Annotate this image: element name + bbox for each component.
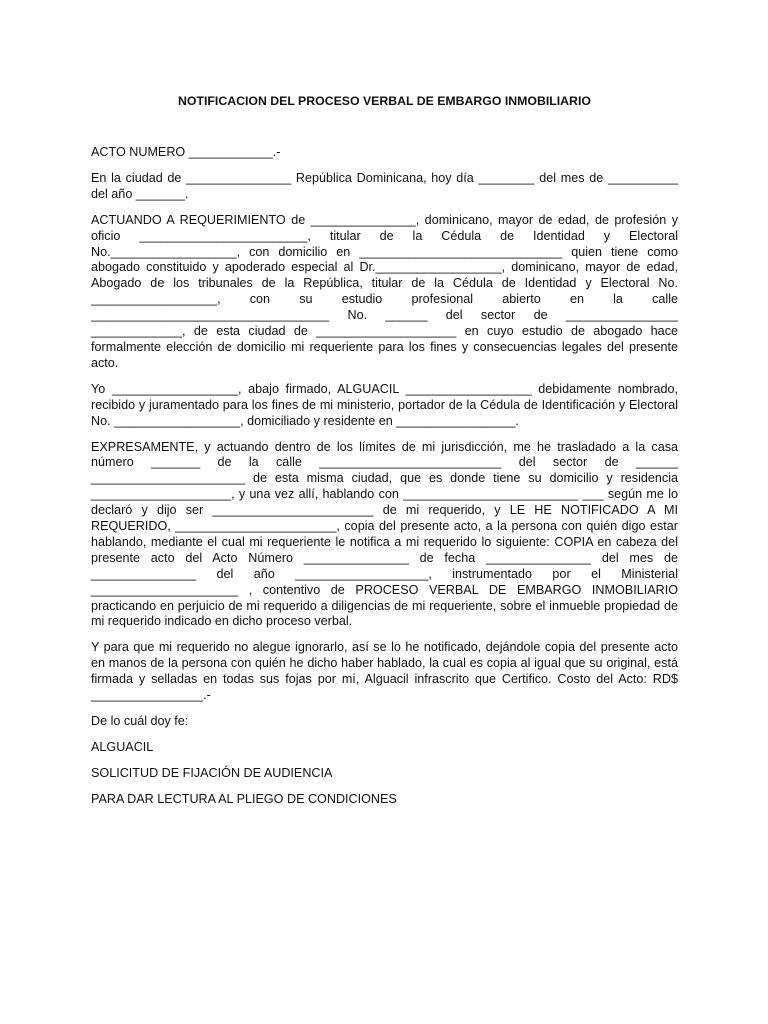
attestation-line: De lo cuál doy fe: [91,714,189,728]
requirement-paragraph: ACTUANDO A REQUERIMIENTO de _______________, dominicano, mayor de edad, de profesión y oficio ________________________, titular de la Cédula de Identidad y Electoral No.__________________, con domicilio en _____________________________ quien tiene como abogado constituido y apoderado especial al Dr.__________________, dominicano, mayor de edad, Abogado de los tribunales de la República, titular de la Cédula de Identidad y Electoral No. __________________, con su estudio profesional abierto en la calle __________________________________ No. ______ del sector de ________________ _____________, de esta ciudad de ____________________ en cuyo estudio de abogado hace formalmente elección de domicilio mi requeriente para los fines y consecuencias legales del presente acto. [91,212,678,370]
act-number-paragraph: ACTO NUMERO ____________.- [91,145,281,159]
signature-label: ALGUACIL [91,739,154,754]
city-date-paragraph: En la ciudad de _______________ República Dominicana, hoy día ________ del mes de __________ del año _______. [91,170,678,201]
conditions-reading-heading: PARA DAR LECTURA AL PLIEGO DE CONDICIONES [91,791,397,806]
closing-paragraph: Y para que mi requerido no alegue ignorarlo, así se lo he notificado, dejándole copia del presente acto en manos de la persona con quién he dicho haber hablado, la cual es copia al igual que su original, está firmada y selladas en todas sus fojas por mí, Alguacil infrascrito que Certifico. Costo del Acto: RD$ ________________.- [91,640,678,703]
hearing-request-heading: SOLICITUD DE FIJACIÓN DE AUDIENCIA [91,765,333,780]
document-body [91,145,678,818]
document-title: NOTIFICACION DEL PROCESO VERBAL DE EMBARGO INMOBILIARIO [178,94,591,108]
notification-paragraph: EXPRESAMENTE, y actuando dentro de los límites de mi jurisdicción, me he trasladado a la casa número _______ de la calle __________________________ del sector de ______ ______________________ de esta misma ciudad, que es donde tiene su domicilio y residencia ____________________, y una vez allí, hablando con _________________________ ___ según me lo declaró y dijo ser _______________________ de mi requerido, y LE HE NOTIFICADO A MI REQUERIDO, _______________________, copia del presente acto, a la persona con quién digo estar hablando, mediante el cual mi requeriente le notifica a mi requerido lo siguiente: COPIA en cabeza del presente acto del Acto Número _______________ de fecha _______________ del mes de _______________ del año ___________________, instrumentado por el Ministerial _____________________ , contentivo de PROCESO VERBAL DE EMBARGO INMOBILIARIO practicando en perjuicio de mi requerido a diligencias de mi requeriente, sobre el inmueble propiedad de mi requerido indicado en dicho proceso verbal. [91,439,678,629]
bailiff-paragraph: Yo __________________, abajo firmado, ALGUACIL __________________ debidamente nombrado, recibido y juramentado para los fines de mi ministerio, portador de la Cédula de Identificación y Electoral No. __________________, domiciliado y residente en _________________. [91,381,678,428]
